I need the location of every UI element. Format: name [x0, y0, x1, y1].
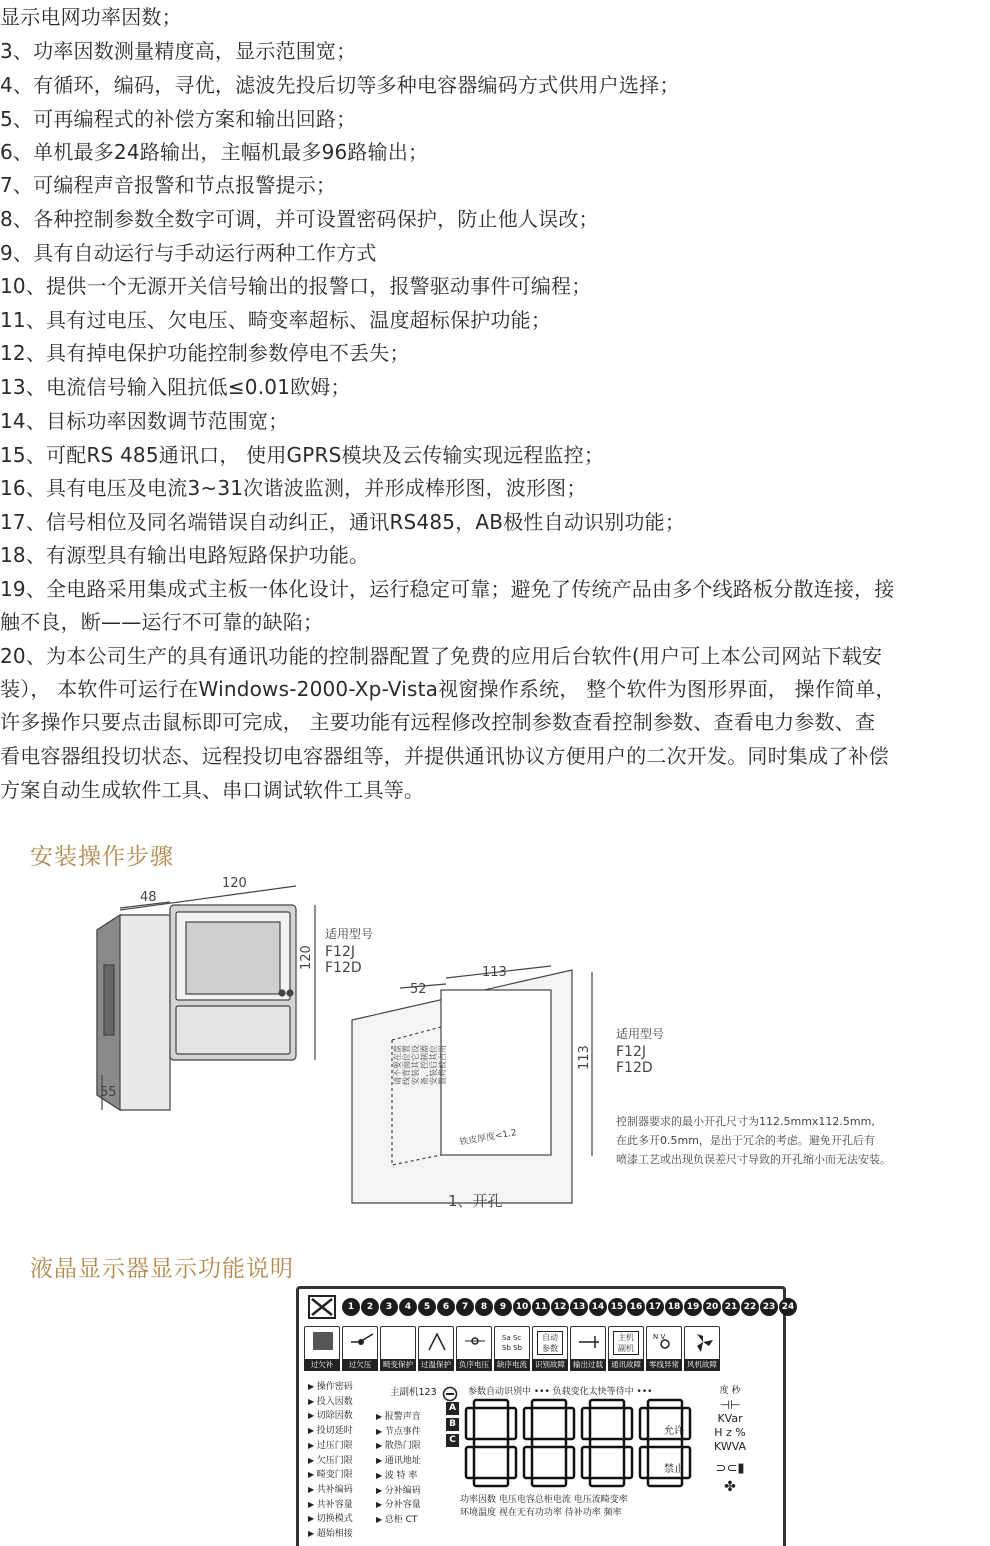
channel-indicators	[342, 1298, 797, 1316]
channel-3: 3	[380, 1298, 398, 1316]
feature-line: 方案自动生成软件工具、串口调试软件工具等。	[0, 778, 425, 802]
feature-line: 10、提供一个无源开关信号输出的报警口，报警驱动事件可编程；	[0, 274, 592, 298]
feature-line: 4、有循环，编码，寻优，滤波先投后切等多种电容器编码方式供用户选择；	[0, 73, 680, 97]
svg-text:线背面位置: 线背面位置	[402, 1045, 411, 1085]
lcd-section-title: 液晶显示器显示功能说明	[30, 1256, 294, 1282]
svg-text:安装其它设: 安装其它设	[411, 1045, 420, 1085]
panel-warning-text	[392, 1045, 447, 1085]
model-f12d-1: F12D	[325, 960, 362, 976]
master-slave-text: 主机 副机	[613, 1331, 639, 1355]
minus-circle-icon	[442, 1386, 460, 1402]
menu-mid-item: ▶ 分补编码	[376, 1484, 421, 1499]
install-note-1: 控制器要求的最小开孔尺寸为112.5mmx112.5mm,	[616, 1115, 875, 1128]
feature-line: 20、为本公司生产的具有通讯功能的控制器配置了免费的应用后台软件(用户可上本公司网站下载安	[0, 644, 883, 668]
dim-113-height: 113	[577, 1045, 592, 1070]
menu-mid-item: ▶ 节点事件	[376, 1425, 421, 1440]
channel-4: 4	[399, 1298, 417, 1316]
unit-labels	[714, 1384, 746, 1494]
phase-a: A	[446, 1402, 459, 1415]
channel-14: 14	[589, 1298, 607, 1316]
bottom-labels-line1: 功率因数 电压电容总柜电流 电压流畸变率	[460, 1495, 628, 1505]
status-icon-10	[646, 1326, 682, 1371]
channel-1: 1	[342, 1298, 360, 1316]
menu-mid	[376, 1410, 421, 1528]
dim-48: 48	[140, 890, 157, 905]
neutral-icon	[651, 1330, 679, 1356]
dim-113-width: 113	[482, 965, 507, 980]
feature-line: 6、单机最多24路输出，主幅机最多96路输出；	[0, 140, 429, 164]
feature-line: 14、目标功率因数调节范围宽；	[0, 409, 289, 433]
phase-indicators	[446, 1402, 459, 1447]
network-x-icon	[308, 1295, 336, 1319]
channel-13: 13	[570, 1298, 588, 1316]
feature-line: 17、信号相位及同名端错误自动纠正，通讯RS485，AB极性自动识别功能；	[0, 510, 686, 534]
feature-line: 显示电网功率因数；	[0, 5, 182, 29]
feature-line: 3、功率因数测量精度高，显示范围宽；	[0, 39, 357, 63]
dim-120-width: 120	[222, 876, 247, 891]
status-icon-5	[456, 1326, 492, 1371]
status-icon-6	[494, 1326, 530, 1371]
channel-9: 9	[494, 1298, 512, 1316]
identify-status: 参数自动识别中 ••• 负载变化太快等待中 •••	[468, 1387, 653, 1397]
svg-text:Sb Sb: Sb Sb	[502, 1344, 522, 1352]
dim-52: 52	[410, 982, 427, 997]
dim-120-height: 120	[299, 945, 314, 970]
thickness-label: 铁皮厚度<1.2	[458, 1128, 518, 1148]
channel-19: 19	[684, 1298, 702, 1316]
status-icon-label: 缺序电流	[494, 1359, 530, 1371]
channel-10: 10	[513, 1298, 531, 1316]
channel-5: 5	[418, 1298, 436, 1316]
channel-23: 23	[760, 1298, 778, 1316]
status-icon-1	[304, 1326, 340, 1371]
channel-7: 7	[456, 1298, 474, 1316]
status-icon-3	[380, 1326, 416, 1371]
status-icon-9	[608, 1326, 644, 1371]
menu-left-item: ▶ 超始相接	[308, 1527, 353, 1542]
menu-left-item: ▶ 切除因数	[308, 1409, 353, 1424]
overload-icon	[575, 1330, 603, 1356]
digit-1	[466, 1400, 516, 1486]
feature-line: 装）， 本软件可运行在Windows-2000-Xp-Vista视窗操作系统， 整个软件为图形界面， 操作简单，	[0, 677, 896, 701]
menu-left-item: ▶ 切换模式	[308, 1512, 353, 1527]
unit-deg-sec: 度 秒	[719, 1386, 741, 1396]
menu-left	[308, 1380, 353, 1542]
fan-fault-icon	[689, 1330, 717, 1356]
status-icon-label: 输出过载	[570, 1359, 606, 1371]
dim-55: 55	[100, 1085, 117, 1100]
master-slave-status: 主副机123	[390, 1387, 437, 1398]
digit-3	[582, 1400, 632, 1486]
status-icon-11	[684, 1326, 720, 1371]
status-icon-label: 过欠补	[304, 1359, 340, 1371]
channel-11: 11	[532, 1298, 550, 1316]
feature-line: 11、具有过电压、欠电压、畸变率超标、温度超标保护功能；	[0, 308, 552, 332]
feature-line: 5、可再编程式的补偿方案和输出回路；	[0, 107, 357, 131]
svg-text:N V: N V	[653, 1333, 666, 1341]
capacitor-icon: ⊣⊢	[719, 1398, 741, 1412]
status-icon-4	[418, 1326, 454, 1371]
status-icon-label: 过欠压	[342, 1359, 378, 1371]
feature-line: 触不良，断——运行不可靠的缺陷；	[0, 610, 324, 634]
status-icon-label: 识别故障	[532, 1359, 568, 1371]
menu-left-item: ▶ 操作密码	[308, 1380, 353, 1395]
unit-hz: H z %	[714, 1426, 746, 1439]
channel-22: 22	[741, 1298, 759, 1316]
distortion-icon	[385, 1330, 413, 1356]
menu-left-item: ▶ 投入因数	[308, 1395, 353, 1410]
install-section-title: 安装操作步骤	[30, 844, 174, 870]
svg-text:备，控制器: 备，控制器	[420, 1045, 429, 1085]
feature-line: 12、具有掉电保护功能控制参数停电不丢失；	[0, 341, 410, 365]
svg-text:置将被占用: 置将被占用	[438, 1045, 447, 1085]
feature-line: 许多操作只要点击鼠标即可完成， 主要功能有远程修改控制参数查看控制参数、查看电力参数、查	[0, 710, 876, 734]
menu-left-item: ▶ 欠压门限	[308, 1454, 353, 1469]
phase-seq-icon	[499, 1330, 527, 1356]
channel-15: 15	[608, 1298, 626, 1316]
feature-line: 16、具有电压及电流3~31次谐波监测，并形成棒形图，波形图；	[0, 476, 587, 500]
status-icon-label: 通讯故障	[608, 1359, 644, 1371]
menu-mid-item: ▶ 分补容量	[376, 1498, 421, 1513]
svg-text:Sa Sc: Sa Sc	[502, 1334, 522, 1342]
overtemp-icon	[423, 1330, 451, 1356]
menu-mid-item: ▶ 总柜 CT	[376, 1513, 421, 1528]
fan-icon: ✤	[724, 1479, 736, 1495]
model-f12j-2: F12J	[616, 1044, 646, 1060]
forbid-label: 禁止	[664, 1464, 684, 1475]
channel-17: 17	[646, 1298, 664, 1316]
channel-24: 24	[779, 1298, 797, 1316]
status-icon-8	[570, 1326, 606, 1371]
feature-line: 19、全电路采用集成式主板一体化设计，运行稳定可靠；避免了传统产品由多个线路板分散连接，接	[0, 577, 895, 601]
cutout-caption: 1、开孔	[448, 1192, 503, 1210]
status-icon-label: 零线异常	[646, 1359, 682, 1371]
unit-kvar: KVar	[717, 1412, 743, 1425]
bottom-labels	[460, 1494, 628, 1520]
model-f12d-2: F12D	[616, 1060, 653, 1076]
bottom-labels-line2: 环境温度 视在无有功功率 待补功率 频率	[460, 1508, 622, 1518]
lcd-panel	[296, 1286, 795, 1546]
status-icon-7	[532, 1326, 568, 1371]
menu-mid-item: ▶ 散热门限	[376, 1439, 421, 1454]
menu-left-item: ▶ 共补容量	[308, 1498, 353, 1513]
menu-mid-item: ▶ 报警声音	[376, 1410, 421, 1425]
status-icon-label: 畸变保护	[380, 1359, 416, 1371]
model-label-1: 适用型号	[325, 927, 374, 941]
status-icon-2	[342, 1326, 378, 1371]
feature-line: 13、电流信号输入阻抗低≤0.01欧姆；	[0, 375, 351, 399]
menu-mid-item: ▶ 通讯地址	[376, 1454, 421, 1469]
install-note-3: 喷漆工艺或出现负误差尺寸导致的开孔缩小而无法安装。	[616, 1153, 891, 1166]
channel-21: 21	[722, 1298, 740, 1316]
feature-line: 9、具有自动运行与手动运行两种工作方式	[0, 241, 377, 265]
unit-kwva: KWVA	[714, 1440, 747, 1453]
controller-drawing	[97, 886, 315, 1110]
feature-line: 看电容器组投切状态、远程投切电容器组等，并提供通讯协议方便用户的二次开发。同时集成了补偿	[0, 744, 889, 768]
feature-line: 8、各种控制参数全数字可调，并可设置密码保护，防止他人误改；	[0, 207, 599, 231]
seven-segment-display	[462, 1398, 710, 1490]
channel-12: 12	[551, 1298, 569, 1316]
status-icon-label: 负序电压	[456, 1359, 492, 1371]
digit-2	[524, 1400, 574, 1486]
install-note-2: 在此多开0.5mm，是出于冗余的考虑。避免开孔后有	[616, 1134, 875, 1147]
auto-param-text: 自动 参数	[537, 1331, 563, 1355]
model-label-2: 适用型号	[616, 1027, 665, 1041]
menu-left-item: ▶ 过压门限	[308, 1439, 353, 1454]
menu-mid-item: ▶ 波 特 率	[376, 1469, 421, 1484]
status-icon-label: 过温保护	[418, 1359, 454, 1371]
neg-seq-icon	[461, 1330, 489, 1356]
panel-drawing	[352, 966, 592, 1203]
svg-text:安装后其位: 安装后其位	[429, 1045, 438, 1085]
undervoltage-icon	[347, 1330, 375, 1356]
svg-text:请不要在盘: 请不要在盘	[393, 1045, 402, 1085]
channel-2: 2	[361, 1298, 379, 1316]
switch-icon: ⊃⊂▮	[715, 1461, 745, 1476]
allow-label: 允许	[664, 1426, 684, 1437]
model-f12j-1: F12J	[325, 944, 355, 960]
channel-20: 20	[703, 1298, 721, 1316]
install-diagram	[0, 860, 990, 1230]
channel-6: 6	[437, 1298, 455, 1316]
menu-left-item: ▶ 投切延时	[308, 1424, 353, 1439]
feature-line: 18、有源型具有输出电路短路保护功能。	[0, 543, 370, 567]
channel-16: 16	[627, 1298, 645, 1316]
channel-18: 18	[665, 1298, 683, 1316]
phase-b: B	[446, 1418, 459, 1431]
menu-left-item: ▶ 共补编码	[308, 1483, 353, 1498]
status-icon-row	[304, 1326, 720, 1371]
feature-line: 7、可编程声音报警和节点报警提示；	[0, 173, 337, 197]
status-icon-label: 风机故障	[684, 1359, 720, 1371]
channel-8: 8	[475, 1298, 493, 1316]
under-comp-icon	[309, 1330, 337, 1356]
phase-c: C	[446, 1434, 459, 1447]
menu-left-item: ▶ 畸变门限	[308, 1468, 353, 1483]
feature-line: 15、可配RS 485通讯口， 使用GPRS模块及云传输实现远程监控；	[0, 443, 605, 467]
